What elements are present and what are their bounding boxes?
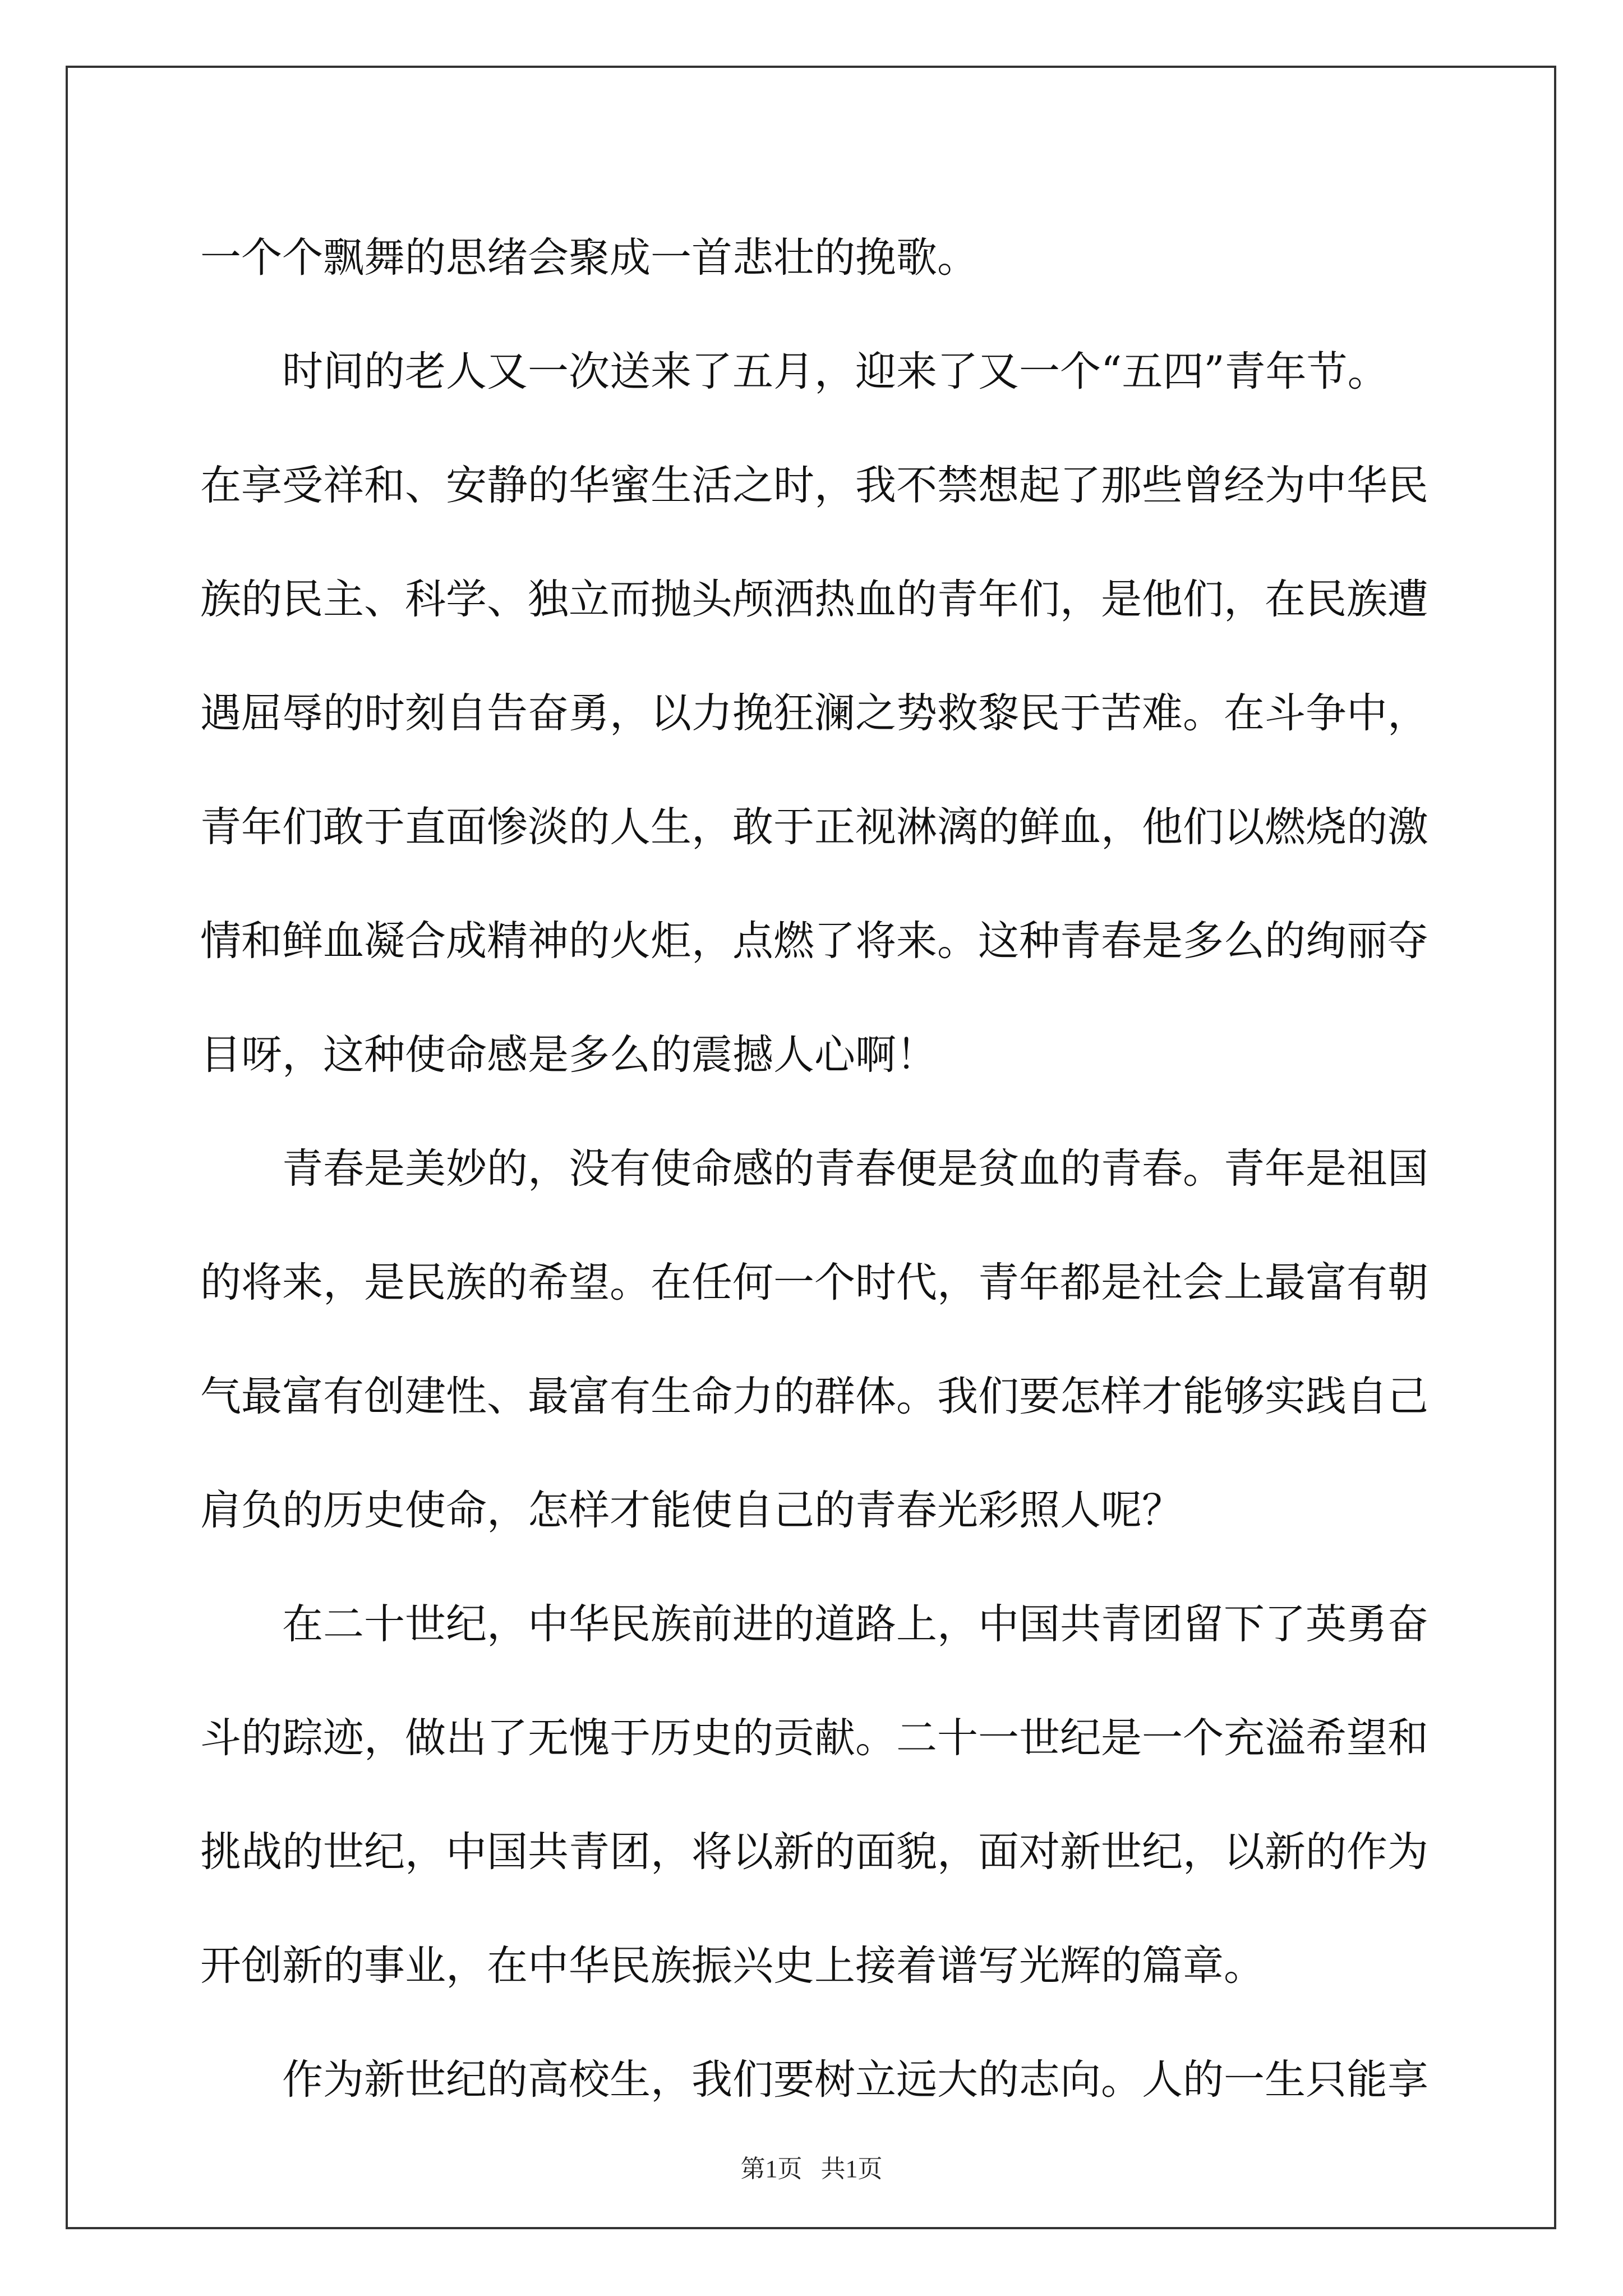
text-line: 族的民主、科学、独立而抛头颅洒热血的青年们，是他们，在民族遭	[200, 576, 1428, 623]
text-line: 遇屈辱的时刻自告奋勇，以力挽狂澜之势救黎民于苦难。在斗争中，	[200, 689, 1428, 737]
text-line: 斗的踪迹，做出了无愧于历史的贡献。二十一世纪是一个充溢希望和	[200, 1714, 1428, 1762]
text-line: 的将来，是民族的希望。在任何一个时代，青年都是社会上最富有朝	[200, 1259, 1428, 1306]
text-line: 青年们敢于直面惨淡的人生，敢于正视淋漓的鲜血，他们以燃烧的激	[200, 803, 1428, 851]
page-number: 第1页 共1页	[740, 2155, 883, 2183]
text-line: 开创新的事业，在中华民族振兴史上接着谱写光辉的篇章。	[200, 1942, 1265, 1990]
text-line: 青春是美妙的，没有使命感的青春便是贫血的青春。青年是祖国	[282, 1145, 1428, 1193]
text-line: 在二十世纪，中华民族前进的道路上，中国共青团留下了英勇奋	[282, 1600, 1428, 1648]
text-line: 在享受祥和、安静的华蜜生活之时，我不禁想起了那些曾经为中华民	[200, 462, 1428, 509]
text-line: 情和鲜血凝合成精神的火炬，点燃了将来。这种青春是多么的绚丽夺	[200, 917, 1428, 965]
text-line: 一个个飘舞的思绪会聚成一首悲壮的挽歌。	[200, 234, 978, 282]
text-line: 时间的老人又一次送来了五月，迎来了又一个“五四”青年节。	[282, 348, 1389, 395]
text-line: 挑战的世纪，中国共青团，将以新的面貌，面对新世纪，以新的作为	[200, 1828, 1428, 1876]
text-line: 目呀，这种使命感是多么的震撼人心啊！	[200, 1031, 937, 1079]
text-line: 肩负的历史使命，怎样才能使自己的青春光彩照人呢？	[200, 1487, 1183, 1534]
text-line: 作为新世纪的高校生，我们要树立远大的志向。人的一生只能享	[282, 2056, 1428, 2104]
document-body	[200, 201, 1434, 2137]
text-line: 气最富有创建性、最富有生命力的群体。我们要怎样才能够实践自己	[200, 1373, 1428, 1420]
